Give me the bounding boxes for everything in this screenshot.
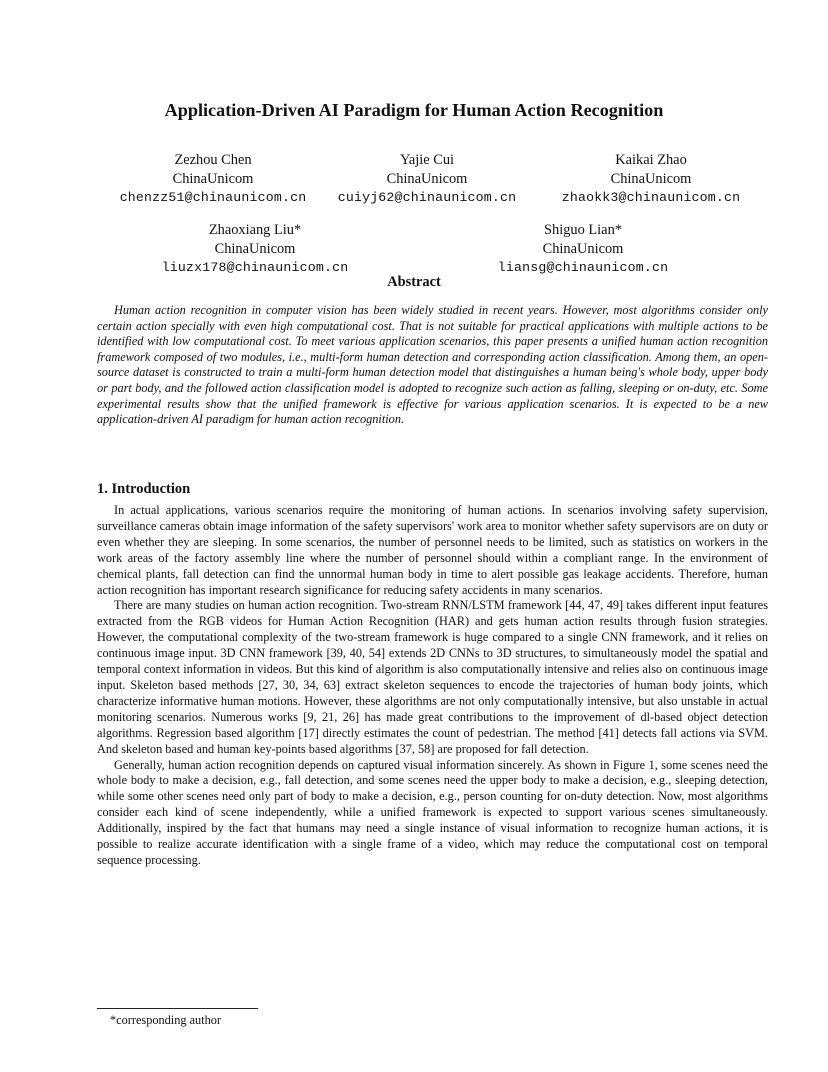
section-heading: 1. Introduction — [97, 481, 191, 497]
author-email: liansg@chinaunicom.cn — [497, 260, 669, 275]
author-affiliation: ChinaUnicom — [542, 241, 624, 257]
paper-title: Application-Driven AI Paradigm for Human Action Recognition — [164, 100, 664, 120]
author-email: zhaokk3@chinaunicom.cn — [561, 190, 741, 205]
author-block — [474, 221, 692, 276]
footnote: *corresponding author — [110, 1013, 221, 1027]
author-email: cuiyj62@chinaunicom.cn — [337, 190, 517, 205]
abstract-text: Human action recognition in computer vision has been widely studied in recent years. However, most algorithms consider only certain action specially with even high computational cost. That is not suitable for practical applications with multiple actions to be identified with low computational cost. To meet various application scenarios, this paper presents a unified human action recognition framework composed of two modules, i.e., multi-form human detection and corresponding action classification. Among them, an open-source dataset is constructed to train a multi-form human detection model that distinguishes a human being's whole body, upper body or part body, and the followed action classification model is adopted to recognize such action as falling, sleeping or on-duty, etc. Some experimental results show that the unified framework is effective for various application scenarios. It is expected to be a new application-driven AI paradigm for human action recognition. — [97, 303, 768, 427]
author-name: Zhaoxiang Liu* — [208, 222, 302, 238]
footnote-rule — [97, 1008, 258, 1009]
paragraph: Generally, human action recognition depends on captured visual information sincerely. As shown in Figure 1, some scenes need the whole body to make a decision, e.g., fall detection, and some scenes need the upper body to make a decision, e.g., sleeping detection, while some other scenes need only part of body to make a decision, e.g., person counting for on-duty detection. Now, most algorithms consider each kind of scene independently, while a unified framework is expected to support various scenes simultaneously. Additionally, inspired by the fact that humans may need a single instance of visual information to recognize human actions, it is possible to realize accurate identification with a single frame of a video, which may reduce the computational cost on temporal sequence processing. — [97, 757, 768, 867]
author-affiliation: ChinaUnicom — [214, 241, 296, 257]
introduction-body — [97, 503, 768, 869]
author-email: liuzx178@chinaunicom.cn — [161, 260, 349, 275]
paragraph: There are many studies on human action recognition. Two-stream RNN/LSTM framework [44, 47, 49] takes different input features extracted from the RGB videos for Human Action Recognition (HAR) and gets human action results through fusion strategies. However, the computational complexity of the two-stream framework is huge compared to a single CNN framework, and it relies on continuous image input. 3D CNN framework [39, 40, 54] extends 2D CNNs to 3D structures, to simultaneously model the spatial and temporal context information in videos. But this kind of algorithm is also computationally intensive and relies also on continuous image input. Skeleton based methods [27, 30, 34, 63] extract skeleton sequences to encode the trajectories of human body joints, which characterize informative human motions. However, these algorithms are not only computationally intensive, but also unstable in actual monitoring scenarios. Numerous works [9, 21, 26] has made great contributions to the improvement of dl-based object detection algorithms. Regression based algorithm [17] directly estimates the count of pedestrian. The method [41] detects fall actions via SVM. And skeleton based and human key-points based algorithms [37, 58] are proposed for fall detection. — [97, 598, 768, 756]
author-affiliation: ChinaUnicom — [386, 171, 468, 187]
author-name: Zezhou Chen — [174, 152, 252, 168]
author-block — [104, 151, 322, 206]
author-email: chenzz51@chinaunicom.cn — [119, 190, 307, 205]
author-name: Kaikai Zhao — [615, 152, 687, 168]
author-name: Yajie Cui — [399, 152, 455, 168]
paragraph: In actual applications, various scenarios require the monitoring of human actions. In scenarios involving safety supervision, surveillance cameras obtain image information of the safety supervisors' work area to monitor whether safety supervisors are on duty or even whether they are sleeping. In some scenarios, the number of personnel needs to be limited, such as statistics on workers in the work areas of the factory assembly line where the number of personnel should within a compliant range. In the environment of chemical plants, fall detection can find the unnormal human body in time to alert possible gas leakage accidents. Therefore, human action recognition has important research significance for reducing safety accidents in many scenarios. — [97, 503, 768, 597]
author-name: Shiguo Lian* — [544, 222, 622, 238]
abstract-heading: Abstract — [387, 274, 441, 290]
author-block — [146, 221, 364, 276]
author-block — [542, 151, 760, 206]
author-affiliation: ChinaUnicom — [610, 171, 692, 187]
author-block — [318, 151, 536, 206]
author-affiliation: ChinaUnicom — [172, 171, 254, 187]
